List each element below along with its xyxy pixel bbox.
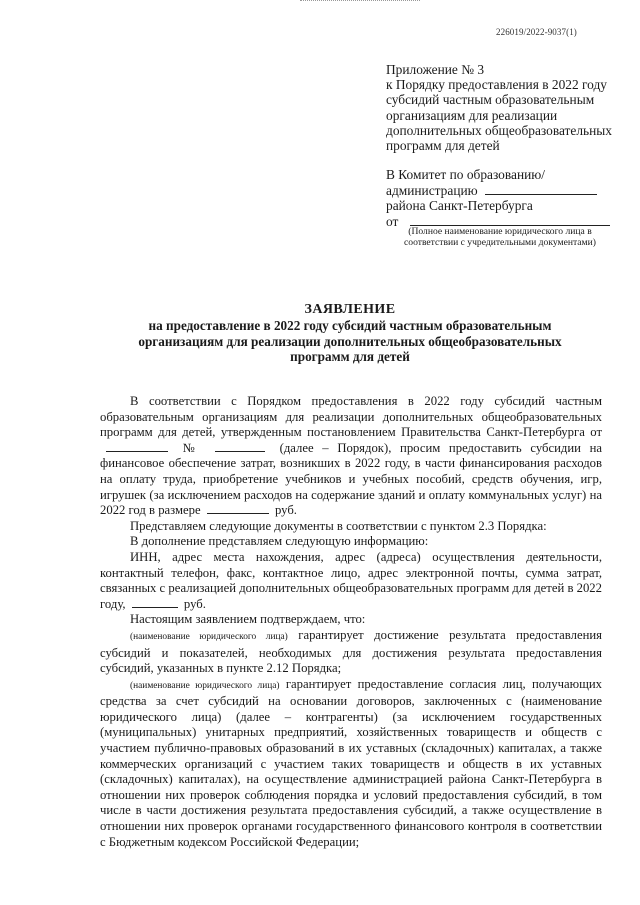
recipient-line-2 (386, 183, 610, 199)
decree-number-blank-field[interactable] (215, 441, 265, 452)
paragraph-documents: Представляем следующие документы в соответствии с пунктом 2.3 Порядка: (130, 518, 547, 533)
decree-date-blank-field[interactable] (106, 441, 168, 452)
appendix-line: программ для детей (386, 138, 500, 154)
legal-name-placeholder: (наименование юридического лица) (130, 631, 288, 642)
title-line: на предоставление в 2022 году субсидий частным образовательным (148, 317, 552, 333)
appendix-line: субсидий частным образовательным (386, 92, 595, 108)
paragraph-guarantee-consent (100, 677, 602, 851)
appendix-header (386, 62, 612, 153)
title-line: организациям для реализации дополнительных общеобразовательных (138, 333, 562, 349)
number-sign: № (182, 440, 201, 455)
administration-blank-field[interactable] (485, 183, 597, 195)
recipient-from-label: от (386, 213, 399, 229)
recipient-line-3: района Санкт-Петербурга (386, 198, 533, 213)
document-title (100, 302, 600, 365)
recipient-block (386, 167, 610, 229)
paragraph-text: гарантирует достижение результата предоставления субсидий и показателей, необходимых для достижения результата предоставления субсидий, указанных в пункте 2.12 Порядка; (100, 627, 602, 676)
title-main: ЗАЯВЛЕНИЕ (304, 302, 396, 317)
appendix-line: организациям для реализации (386, 107, 558, 123)
recipient-administration-label: администрацию (386, 182, 478, 198)
scan-top-marks (300, 0, 420, 4)
amount-blank-field[interactable] (207, 503, 269, 514)
applicant-name-blank-field[interactable] (410, 214, 610, 226)
document-number: 226019/2022-9037(1) (496, 27, 577, 37)
currency-label: руб. (275, 503, 297, 518)
recipient-note: (Полное наименование юридического лица в соответствии с учредительными документами) (404, 226, 596, 249)
recipient-line-1: В Комитет по образованию/ (386, 167, 546, 182)
title-line: программ для детей (290, 349, 410, 365)
paragraph-text: гарантирует предоставление согласия лиц, получающих средства за счет субсидий на основании договоров, заключенных с (наименование юридического лица) (далее – контрагенты) (за исключением государственных (муниципальных) унитарных предприятий, хозяйственных товариществ и обществ с участием публично-правовых образований в их уставных (складочных) капиталах, а также коммерческих организаций с участием таких товариществ и обществ в их уставных (складочных) капиталах), на осуществление администрацией района Санкт-Петербурга в отношении них проверок соблюдения порядка и условий предоставления субсидий, в том числе в части достижения результата предоставления субсидий, а также осуществление в отношении них проверок органами государственного финансового контроля в соответствии с Бюджетным кодексом Российской Федерации; (100, 676, 602, 849)
appendix-line: к Порядку предоставления в 2022 году (386, 77, 608, 93)
appendix-line: Приложение № 3 (386, 62, 485, 77)
paragraph-text: ИНН, адрес места нахождения, адрес (адреса) осуществления деятельности, контактный телефон, факс, контактное лицо, адрес электронной почты, сумма затрат, связанных с реализацией дополнительных общеобразовательных программ для детей в 2022 году, (100, 549, 602, 611)
costs-amount-blank-field[interactable] (132, 597, 178, 608)
paragraph-text: (далее – Порядок), просим предоставить субсидии на финансовое обеспечение затрат, возникших в 2022 году, в части финансирования расходов на оплату труда, приобретение учебников и учебных пособий, средств обучения, игр, игрушек (за исключением расходов на содержание зданий и оплату коммунальных услуг) на 2022 год в размере (100, 440, 603, 518)
paragraph-guarantee-result (100, 628, 602, 677)
document-body (100, 394, 602, 850)
paragraph-confirm: Настоящим заявлением подтверждаем, что: (130, 612, 366, 627)
appendix-line: дополнительных общеобразовательных (386, 122, 612, 138)
paragraph-request (100, 394, 602, 519)
paragraph-additional-info: В дополнение представляем следующую информацию: (130, 534, 429, 549)
legal-name-placeholder: (наименование юридического лица) (130, 680, 280, 691)
paragraph-text: В соответствии с Порядком предоставления в 2022 году субсидий частным образовательным организациям для реализации дополнительных общеобразовательных программ для детей, утвержденным постановлением Правительства Санкт-Петербурга от (100, 394, 602, 440)
paragraph-inn (100, 550, 602, 612)
currency-label: руб. (183, 596, 206, 611)
